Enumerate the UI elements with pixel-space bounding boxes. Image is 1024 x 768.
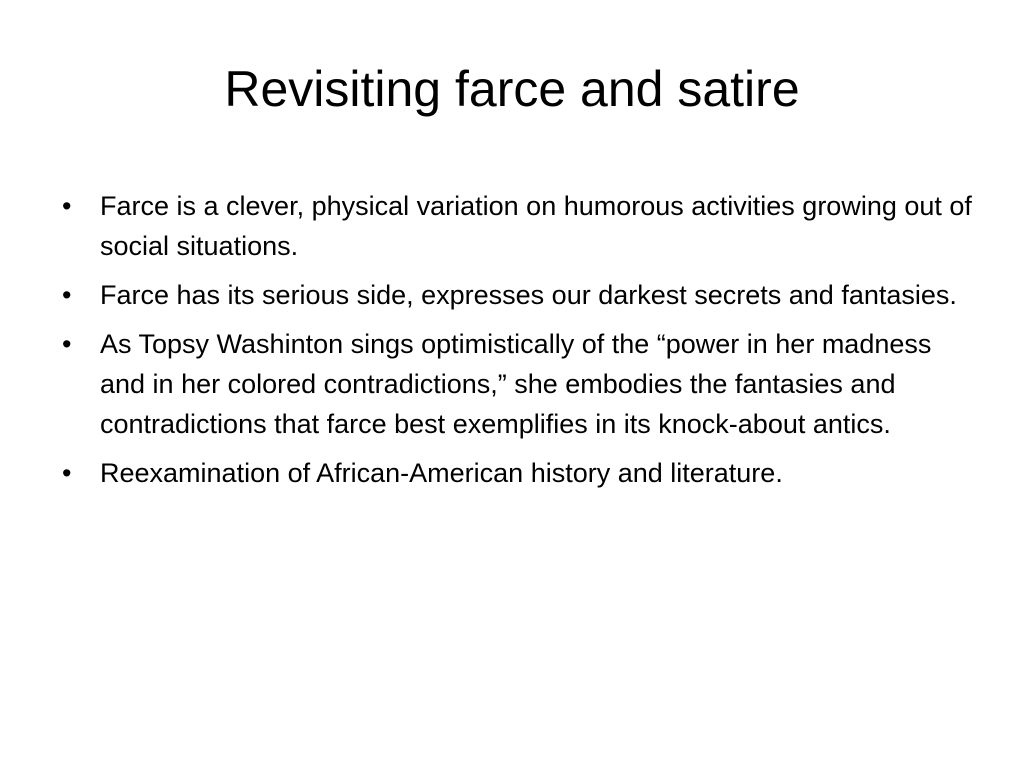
bullet-icon: • <box>62 280 72 310</box>
slide-title: Revisiting farce and satire <box>224 61 800 117</box>
bullet-icon: • <box>62 191 72 221</box>
bullet-icon: • <box>62 458 72 488</box>
bullet-text: As Topsy Washinton sings optimistically of the “power in her madness and in her colored contradictions,” she embodies the fantasies and contradictions that farce best exemplifies in its knock-about antics. <box>100 329 932 439</box>
bullet-text: Farce has its serious side, expresses our darkest secrets and fantasies. <box>100 280 957 310</box>
list-item <box>62 453 982 493</box>
list-item <box>62 324 982 444</box>
bullet-text: Farce is a clever, physical variation on humorous activities growing out of social situations. <box>100 191 972 261</box>
bullet-text: Reexamination of African-American history and literature. <box>100 458 783 488</box>
bullet-list <box>62 186 982 502</box>
bullet-icon: • <box>62 329 72 359</box>
list-item <box>62 186 982 266</box>
list-item <box>62 275 982 315</box>
